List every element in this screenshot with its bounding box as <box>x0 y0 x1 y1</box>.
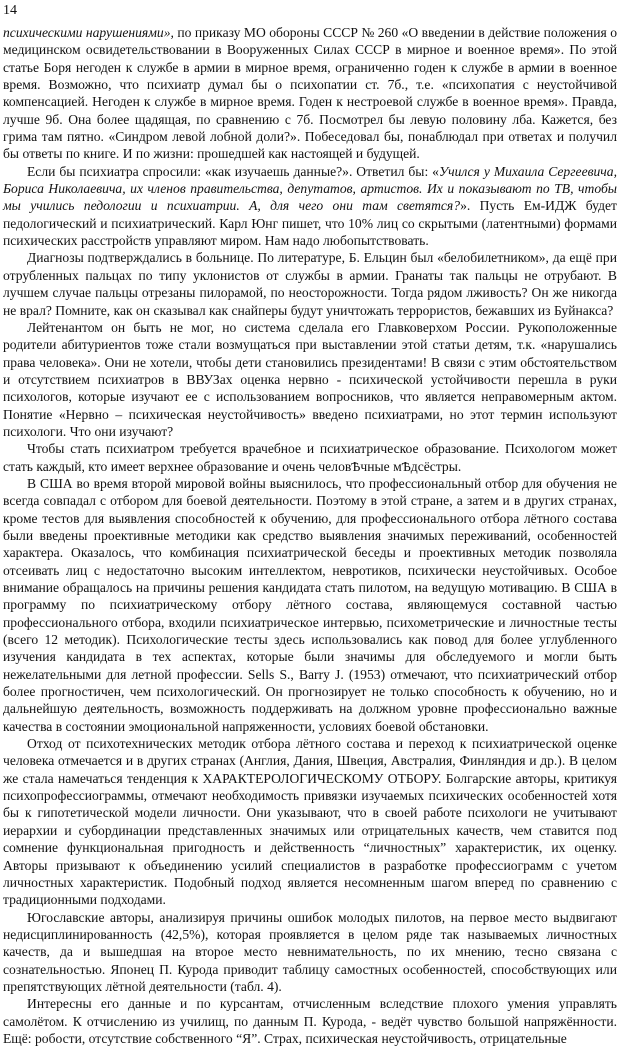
text-run: Югославские авторы, анализируя причины ошибок молодых пилотов, на первое место выдвигают недисциплинированность (42,5%), которая проявляется в целом ряде так называемых личностных качеств, да и вышедшая на второе место невнимательность, по их мнению, тесно связана с сознательностью. Японец П. Курода приводит таблицу самостных особенностей, способствующих или препятствующих лётной деятельности (табл. 4). <box>3 909 617 994</box>
body-text <box>3 24 617 1047</box>
text-run: Чтобы стать психиатром требуется врачебное и психиатрическое образование. Психологом может стать каждый, кто имеет верхнее образование и очень человѢчные мѢдсёстры. <box>3 441 617 474</box>
paragraph <box>3 995 617 1047</box>
text-run: В США во время второй мировой войны выяснилось, что профессиональный отбор для обучения не всегда совпадал с отбором для боевой деятельности. Поэтому в этой стране, а затем и в других странах, кроме тестов для выявления способностей к обучению, для профессионального отбора лётного состава были введены проективные методики как средство выявления значимых переживаний, особенностей характера. Оказалось, что комбинация психиатрической беседы и проективных методик позволяла отсеивать лиц с недостаточно высоким интеллектом, невротиков, психически неустойчивых. Особое внимание обращалось на причины решения кандидата стать пилотом, на ведущую мотивацию. В США в программу по психиатрическому отбору лётного состава, являющемуся составной частью профессионального отбора, входили психиатрическое интервью, психометрические и личностные тесты (всего 12 методик). Психологические тесты здесь использовались как повод для более углубленного изучения кандидата в тех аспектах, которые были значимы для обследуемого и могли быть нежелательными для летной профессии. Sells S., Barry J. (1953) отмечают, что психиатрический отбор более прогностичен, чем психологический. Он прогнозирует не только способность к обучению, но и дальнейшую деятельность, возможность поддерживать на должном уровне профессионально важные качества в состоянии эмоциональной напряженности, условиях боевой обстановки. <box>3 475 617 734</box>
text-run: по приказу МО обороны СССР № 260 «О введении в действие положения о медицинском освидетельствовании в Вооруженных Силах СССР в мирное и военное время». По этой статье Боря негоден к службе в армии в мирное время, ограниченно годен к службе в армии в военное время. Возможно, что психиатр думал бы о психопатии ст. 7б., т.е. «психопатия с неустойчивой компенсацией. Негоден к службе в мирное время. Годен к нестроевой службе в военное время». Правда, лучше 9б. Она более щадящая, по сравнению с 7б. Посмотрел бы левую половину лба. Кажется, без грима там пятно. «Синдром левой лобной доли?». Побеседовал бы, понаблюдал при ответах и получил бы ответы по книге. И по жизни: прошедшей как настоящей и будущей. <box>3 25 617 162</box>
page-number: 14 <box>3 3 17 18</box>
paragraph <box>3 24 617 163</box>
italic-text: психическими нарушениями», <box>3 25 174 40</box>
paragraph <box>3 440 617 475</box>
paragraph <box>3 735 617 908</box>
paragraph <box>3 163 617 250</box>
paragraph <box>3 909 617 996</box>
text-run: ». Пусть Ем-ИДЖ будет педологический и психиатрический. Карл Юнг пишет, что 10% лиц со скрытыми (латентными) формами психических расстройств управляют миром. Нам надо любопытствовать. <box>3 198 617 249</box>
text-run: Диагнозы подтверждались в больнице. По литературе, Б. Ельцин был «белобилетником», да ещё при отрубленных пальцах по типу уклонистов от службы в армии. Гранаты так пальцы не отрубают. В лучшем случае пальцы отрезаны пилорамой, по неосторожности. Тогда рядом лживость? Он же никогда не врал? Помните, как он сказывал как снайперы будут уничтожать террористов, бежавших из Буйнакса? <box>3 250 617 318</box>
text-run: Если бы психиатра спросили: «как изучаешь данные?». Ответил бы: « <box>27 163 439 179</box>
text-run: Интересны его данные и по курсантам, отчисленным вследствие плохого умения управлять самолётом. К отчислению из училищ, по данным П. Курода, - ведёт чувство большой напряжённости. Ещё: робости, отсутствие собственного “Я”. Страх, психическая неустойчивость, отрицательные <box>3 996 617 1046</box>
text-run: Отход от психотехнических методик отбора лётного состава и переход к психиатрической оценке человека отмечается и в других странах (Англия, Дания, Швеция, Австралия, Финляндия и др.). В целом же стала намечаться тенденция к ХАРАКТЕРОЛОГИЧЕСКОМУ ОТБОРУ. Болгарские авторы, критикуя психопрофессиограммы, отмечают необходимость привязки изучаемых психических особенностей хотя бы к гипотетической модели личности. Они указывают, что в своей работе психологи не учитывают иерархии и субординации представленных значимых или отрицательных качеств, чем ставится под сомнение функциональная пригодность и действенность “личностных” характеристик, их оценку. Авторы призывают к объединению усилий специалистов в разработке профессиограмм с учетом личностных характеристик. Подобный подход является несомненным шагом вперед по сравнению с традиционными подходами. <box>3 736 617 908</box>
text-run: Лейтенантом он быть не мог, но система сделала его Главковерхом России. Рукоположенные родители абитуриентов тоже стали возмущаться при выставлении этой статьи детям, т.к. «нарушались права человека». Они не хотели, чтобы дети становились президентами! В связи с этим обстоятельством и отсутствием психиатров в ВВУЗах оценка нервно - психической устойчивости перешла в руки психологов, которые изучают ее с использованием вопросников, что является неправомерным актом. Понятие «Нервно – психическая неустойчивость» введено психиатрами, но этот термин используют психологи. Что они изучают? <box>3 319 617 439</box>
paragraph <box>3 475 617 735</box>
paragraph <box>3 249 617 318</box>
paragraph <box>3 319 617 440</box>
italic-text: Учился у Михаила Сергеевича, Бориса Николаевича, их членов правительства, депутатов, артистов. Их и показывают по ТВ, чтобы мы учились педологии и психиатрии. А, для чего они там светятся? <box>3 163 617 214</box>
